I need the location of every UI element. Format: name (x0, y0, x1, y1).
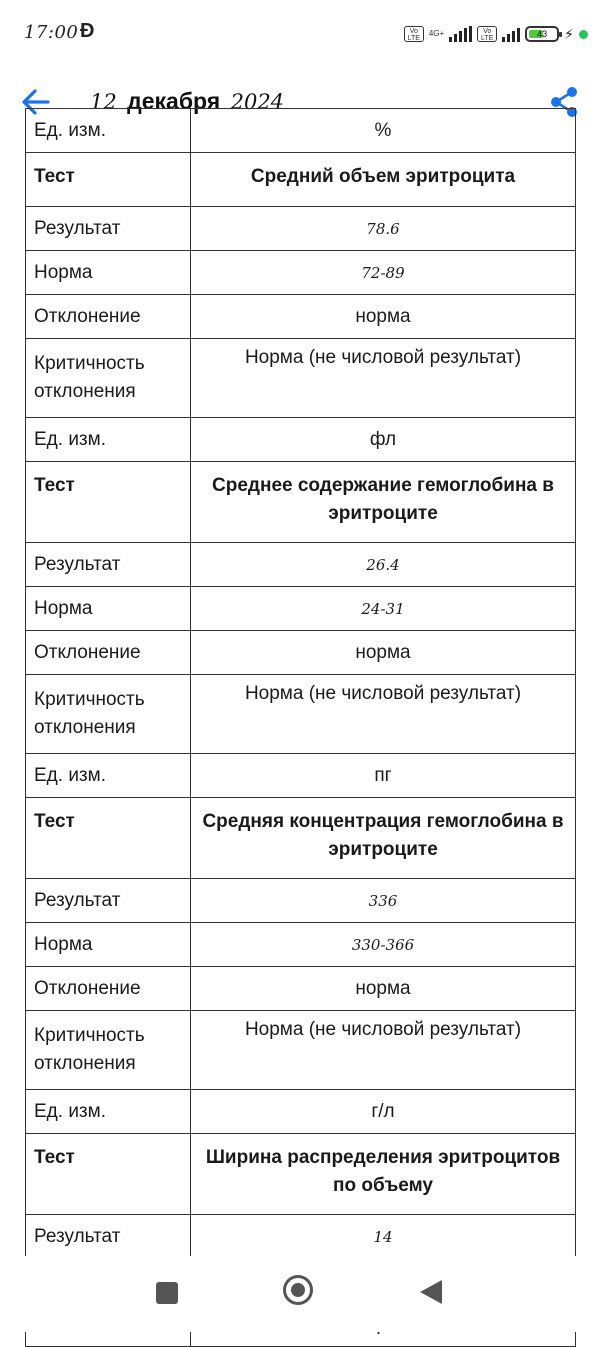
norm-value: 72-89 (191, 251, 576, 295)
row-label: Результат (26, 1215, 191, 1259)
table-row (26, 754, 576, 798)
volte-icon: Vo LTE (404, 26, 424, 42)
result-value: 14 (191, 1215, 576, 1259)
status-time: 17:00 (24, 22, 79, 43)
table-row (26, 1011, 576, 1090)
deviation-value: норма (191, 967, 576, 1011)
status-dot-icon (579, 30, 588, 39)
row-label: Норма (26, 251, 191, 295)
app-notification-icon: Đ (80, 20, 95, 42)
system-nav-bar (0, 1256, 600, 1332)
row-label: Норма (26, 587, 191, 631)
volte-icon-2: Vo LTE (477, 26, 497, 42)
test-name: Средний объем эритроцита (191, 153, 576, 207)
result-value: 78.6 (191, 207, 576, 251)
home-button[interactable] (283, 1275, 313, 1305)
row-label: Тест (26, 153, 191, 207)
table-row (26, 631, 576, 675)
table-row (26, 675, 576, 754)
title-day: 12 (90, 90, 117, 114)
table-row (26, 207, 576, 251)
table-row (26, 967, 576, 1011)
table-row (26, 587, 576, 631)
row-label: Ед. изм. (26, 109, 191, 153)
row-label: Критичность отклонения (26, 1011, 191, 1090)
table-row (26, 339, 576, 418)
unit-value: г/л (191, 1090, 576, 1134)
row-label: Результат (26, 879, 191, 923)
charging-icon: ⚡ (564, 25, 574, 42)
title-year: 2024 (230, 90, 285, 114)
row-label: Результат (26, 543, 191, 587)
system-back-button[interactable] (420, 1280, 442, 1304)
unit-value: пг (191, 754, 576, 798)
table-row (26, 109, 576, 153)
table-row (26, 1090, 576, 1134)
content-viewport[interactable] (0, 119, 600, 1256)
row-label: Отклонение (26, 295, 191, 339)
table-row (26, 418, 576, 462)
status-bar (0, 0, 600, 68)
row-label: Тест (26, 798, 191, 879)
row-label: Тест (26, 1134, 191, 1215)
row-label: Ед. изм. (26, 1090, 191, 1134)
results-table (25, 108, 576, 1347)
status-icons (404, 24, 588, 44)
unit-value: фл (191, 418, 576, 462)
row-label: Норма (26, 923, 191, 967)
battery-level: 43 (537, 29, 548, 39)
result-value: 336 (191, 879, 576, 923)
signal-icon (449, 26, 472, 42)
test-name: Среднее содержание гемоглобина в эритроците (191, 462, 576, 543)
norm-value: 24-31 (191, 587, 576, 631)
table-row (26, 251, 576, 295)
table-row (26, 879, 576, 923)
row-label: Ед. изм. (26, 754, 191, 798)
row-label: Тест (26, 462, 191, 543)
criticality-value: Норма (не числовой результат) (191, 675, 576, 754)
row-label: Критичность отклонения (26, 339, 191, 418)
title-month: декабря (127, 88, 221, 114)
test-name: Средняя концентрация гемоглобина в эритроците (191, 798, 576, 879)
test-row (26, 462, 576, 543)
row-label: Отклонение (26, 631, 191, 675)
row-label: Отклонение (26, 967, 191, 1011)
recents-button[interactable] (156, 1282, 178, 1304)
table-row (26, 543, 576, 587)
criticality-value: Норма (не числовой результат) (191, 1011, 576, 1090)
row-value: % (191, 109, 576, 153)
row-label: Результат (26, 207, 191, 251)
battery-icon (525, 26, 559, 42)
criticality-value: Норма (не числовой результат) (191, 339, 576, 418)
table-row (26, 295, 576, 339)
network-type: 4G+ (428, 29, 445, 38)
signal-icon-2 (502, 26, 520, 42)
test-row (26, 153, 576, 207)
test-row (26, 798, 576, 879)
test-name: Ширина распределения эритроцитов по объему (191, 1134, 576, 1215)
row-label: Ед. изм. (26, 418, 191, 462)
deviation-value: норма (191, 295, 576, 339)
test-row (26, 1134, 576, 1215)
deviation-value: норма (191, 631, 576, 675)
norm-value: 330-366 (191, 923, 576, 967)
table-row (26, 923, 576, 967)
table-row (26, 1215, 576, 1259)
result-value: 26.4 (191, 543, 576, 587)
row-label: Критичность отклонения (26, 675, 191, 754)
